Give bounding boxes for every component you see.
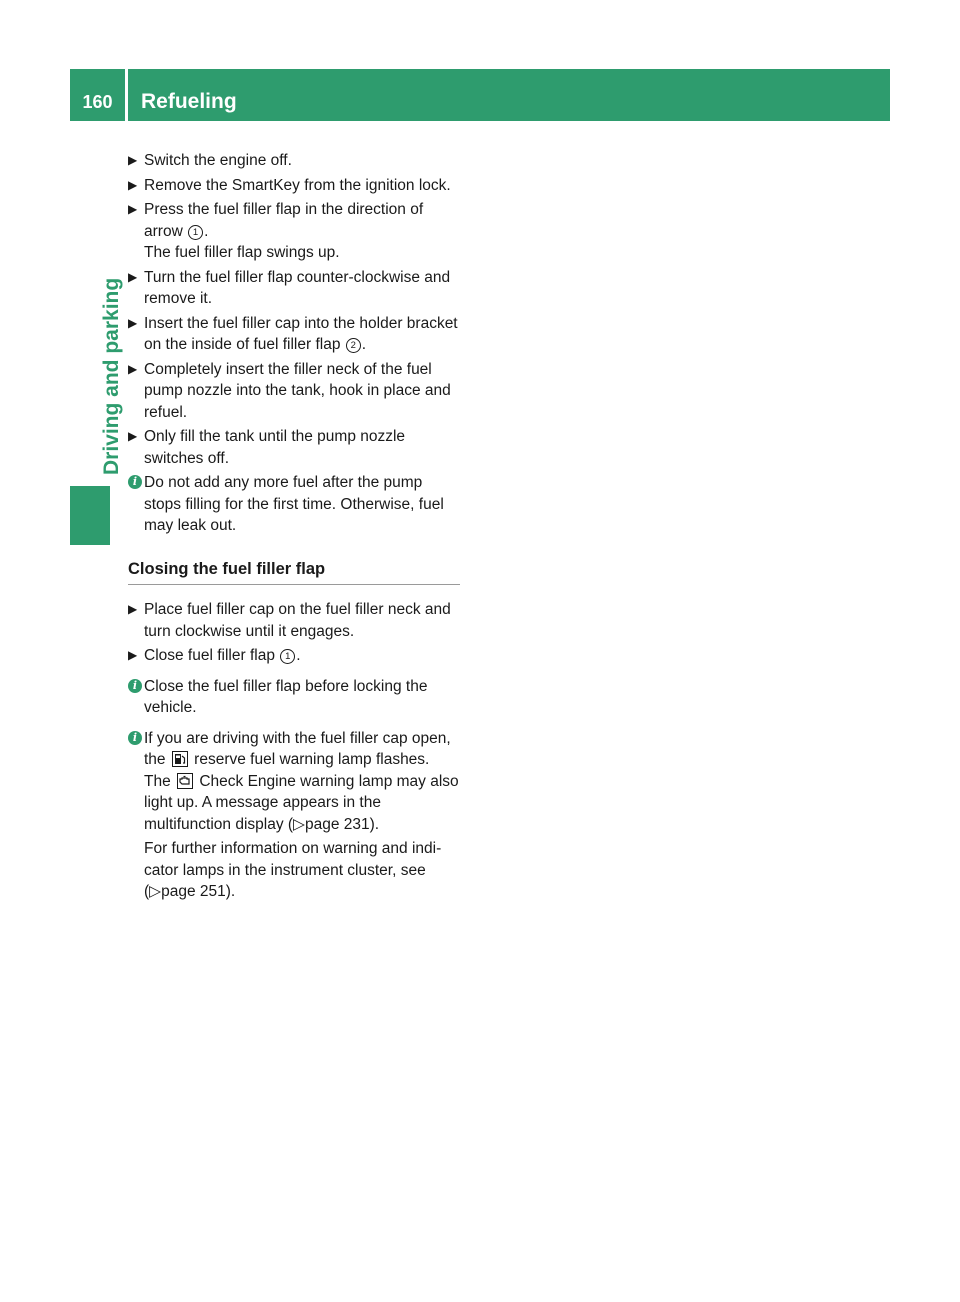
page-number: 160 <box>82 92 113 112</box>
chapter-tab-marker <box>70 486 110 545</box>
arrow-right-icon: ▶ <box>128 315 138 330</box>
callout-marker: 1 <box>188 225 203 240</box>
step-press-flap: ▶ Press the fuel filler flap in the direction of arrow 1 . The fuel filler flap swings up. <box>128 201 424 261</box>
note-cap-open: i If you are driving with the fuel filler cap open, the reserve fuel warning lamp flashes. The Check Engine warning lamp may also light up. A message appears in the multifunction display (▷page 231). <box>128 728 460 836</box>
step-close-flap: ▶ Close fuel filler flap 1 . <box>128 645 460 667</box>
page-ref-link[interactable]: page 251 <box>161 883 226 900</box>
triangle-right-icon: ▷ <box>149 883 162 900</box>
step-result: The fuel filler flap swings up. <box>144 244 340 261</box>
step-text: Switch the engine off. <box>144 152 292 169</box>
page-content <box>128 150 460 906</box>
note-overfill <box>128 472 460 537</box>
step-text: Turn the fuel filler flap counter-clockwise and remove it. <box>144 268 451 307</box>
note-lock-vehicle <box>128 676 460 719</box>
step-fill-tank <box>128 426 460 469</box>
arrow-right-icon: ▶ <box>128 269 138 284</box>
arrow-right-icon: ▶ <box>128 361 138 376</box>
fuel-pump-icon <box>172 751 188 767</box>
step-place-cap <box>128 599 460 642</box>
step-text: Place fuel filler cap on the fuel filler neck and turn clockwise until it engages. <box>144 601 451 640</box>
arrow-right-icon: ▶ <box>128 177 138 192</box>
callout-marker: 2 <box>346 338 361 353</box>
info-icon: i <box>128 679 142 693</box>
page-ref-link[interactable]: page 231 <box>304 815 370 833</box>
step-text: Only fill the tank until the pump nozzle switches off. <box>144 428 406 467</box>
section-title: Refueling <box>141 90 237 113</box>
info-icon: i <box>128 475 142 489</box>
arrow-right-icon: ▶ <box>128 429 138 443</box>
section-heading-closing: Closing the fuel filler flap <box>128 559 460 586</box>
note-text: Close the fuel filler flap before locking the vehicle. <box>144 677 428 716</box>
step-text: Insert the fuel filler cap into the holder bracket on the inside of fuel filler flap <box>144 314 458 353</box>
step-text: Close fuel filler flap <box>144 647 280 664</box>
step-text: Completely insert the filler neck of the fuel pump nozzle into the tank, hook in place and refuel. <box>144 360 451 421</box>
header-divider <box>125 69 128 121</box>
step-text: Remove the SmartKey from the ignition lock. <box>144 176 451 194</box>
step-switch-engine-off <box>128 150 460 172</box>
check-engine-icon <box>177 773 193 789</box>
arrow-right-icon: ▶ <box>128 648 138 662</box>
triangle-right-icon: ▷ <box>293 815 305 833</box>
step-insert-cap: ▶ Insert the fuel filler cap into the holder bracket on the inside of fuel filler flap 2 . <box>128 314 458 353</box>
chapter-tab-label: Driving and parking <box>100 277 123 475</box>
step-turn-flap <box>128 267 460 310</box>
step-remove-smartkey <box>128 175 460 197</box>
step-text: Press the fuel filler flap in the direction of arrow <box>144 201 424 240</box>
note-further-info: For further information on warning and indi- cator lamps in the instrument cluster, see (▷page 251). <box>144 840 442 900</box>
step-insert-nozzle <box>128 359 460 424</box>
arrow-right-icon: ▶ <box>128 153 138 167</box>
arrow-right-icon: ▶ <box>128 202 138 216</box>
info-icon: i <box>128 731 142 745</box>
arrow-right-icon: ▶ <box>128 602 138 616</box>
note-text: Do not add any more fuel after the pump stops filling for the first time. Otherwise, fuel may leak out. <box>144 474 444 534</box>
callout-marker: 1 <box>280 649 295 664</box>
